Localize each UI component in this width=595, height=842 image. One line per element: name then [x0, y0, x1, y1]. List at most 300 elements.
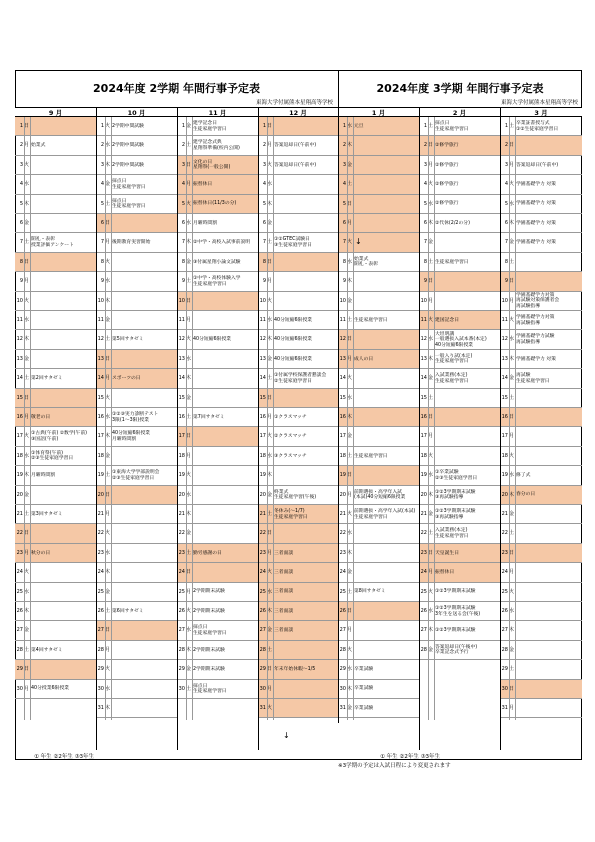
day-cell — [500, 311, 582, 330]
cell-divider — [30, 117, 31, 720]
day-number: 29 — [339, 666, 346, 673]
weekday: 土 — [105, 336, 111, 343]
event-text: ①②GTEC試験日 ③生徒家庭学習日 — [274, 237, 312, 249]
event-text: 卒業証書授与式 ①②生徒家庭学習日 — [516, 121, 559, 132]
day-number: 15 — [339, 394, 346, 401]
day-number: 11 — [501, 317, 508, 323]
day-cell — [258, 680, 338, 699]
weekday: 月 — [509, 705, 515, 711]
day-cell — [15, 195, 96, 214]
day-number: 5 — [100, 200, 104, 207]
day-cell — [338, 389, 419, 408]
day-cell — [500, 272, 582, 291]
footer-legend-right: ① 年生 ②2年生 ③3年生 — [380, 754, 441, 760]
day-cell — [500, 117, 582, 136]
weekday: 土 — [24, 511, 30, 517]
weekday: 日 — [428, 142, 434, 149]
weekday: 金 — [347, 161, 353, 168]
day-cell — [15, 505, 96, 524]
day-number: 19 — [259, 472, 266, 479]
day-cell — [96, 253, 177, 272]
event-text: 修了式 — [516, 473, 531, 479]
day-cell — [258, 311, 338, 330]
day-cell — [500, 350, 582, 369]
day-number: 27 — [259, 627, 266, 634]
day-cell — [177, 602, 258, 621]
day-number: 24 — [339, 569, 346, 576]
weekday: 水 — [105, 142, 111, 149]
day-cell — [258, 641, 338, 660]
day-cell — [338, 350, 419, 369]
day-cell — [419, 350, 500, 369]
weekday: 土 — [267, 646, 273, 653]
day-number: 26 — [259, 608, 266, 614]
event-text — [354, 545, 418, 562]
event-text — [112, 273, 176, 290]
day-number: 18 — [16, 452, 23, 459]
day-number: 11 — [16, 317, 23, 323]
day-cell — [96, 272, 177, 291]
day-number: 17 — [501, 433, 508, 440]
weekday: 金 — [347, 705, 353, 711]
day-number: 18 — [420, 452, 427, 459]
day-number: 27 — [16, 627, 23, 634]
weekday: 火 — [267, 705, 273, 711]
day-number: 11 — [259, 317, 266, 323]
event-text — [354, 603, 418, 620]
event-text: 月曜時間割 — [193, 220, 217, 226]
day-number: 14 — [178, 375, 185, 382]
event-text — [354, 622, 418, 639]
cell-divider — [347, 117, 348, 720]
weekday: 月 — [24, 278, 30, 285]
day-cell — [419, 253, 500, 272]
day-cell — [338, 602, 419, 621]
day-number: 9 — [19, 278, 23, 285]
weekday: 火 — [428, 181, 434, 188]
event-text: 生徒家庭学習日 — [435, 259, 469, 265]
day-cell — [258, 583, 338, 602]
event-text — [112, 525, 176, 542]
weekday: 月 — [509, 433, 515, 440]
event-text: 第6回サタゼミ — [112, 608, 144, 614]
weekday: 日 — [267, 530, 273, 537]
cell-divider — [192, 117, 193, 720]
day-cell — [338, 175, 419, 194]
weekday: 木 — [428, 220, 434, 226]
event-text — [435, 448, 499, 465]
event-text: 成人の日 — [354, 356, 374, 362]
event-text: ③付属星翔小論文試験 — [193, 259, 241, 265]
event-text: 40分短縮6限授業 — [193, 337, 231, 343]
day-cell — [177, 350, 258, 369]
event-text: 入試業務(本定) 生徒家庭学習日 — [435, 528, 469, 540]
event-text: 始業式 開礼・表彰 — [354, 256, 378, 268]
day-cell — [15, 544, 96, 563]
day-cell — [15, 389, 96, 408]
day-number: 23 — [178, 549, 185, 556]
event-text — [112, 448, 176, 465]
day-cell — [258, 156, 338, 175]
day-number: 30 — [339, 685, 346, 692]
day-cell — [500, 292, 582, 311]
weekday: 金 — [347, 433, 353, 440]
day-cell — [15, 660, 96, 679]
weekday: 金 — [509, 511, 515, 517]
day-number: 25 — [97, 588, 104, 595]
event-text — [435, 293, 499, 310]
event-text — [274, 681, 337, 698]
day-cell — [96, 156, 177, 175]
event-text — [354, 642, 418, 659]
weekday: 日 — [347, 336, 353, 343]
event-text — [31, 390, 95, 407]
day-cell — [338, 563, 419, 582]
day-number: 8 — [504, 258, 508, 265]
event-text: 学園基礎学力対策 再試験対策保護者会 再試験指導 — [516, 292, 560, 310]
weekday: 日 — [186, 569, 192, 576]
day-cell — [177, 408, 258, 427]
weekday: 金 — [105, 452, 111, 459]
day-number: 26 — [178, 608, 185, 614]
cell-divider — [24, 117, 25, 720]
day-cell — [419, 175, 500, 194]
day-cell — [96, 330, 177, 349]
event-text: 学園基礎学力 対策 — [516, 240, 556, 246]
event-text: 学園基礎学力 対策 — [516, 220, 556, 226]
weekday: 土 — [24, 646, 30, 653]
day-cell — [177, 253, 258, 272]
weekday: 土 — [347, 317, 353, 323]
day-number: 29 — [178, 666, 185, 673]
day-cell — [177, 369, 258, 388]
weekday: 日 — [24, 123, 30, 129]
day-number: 1 — [100, 123, 104, 129]
day-cell — [177, 641, 258, 660]
event-text — [31, 603, 95, 620]
day-cell — [96, 427, 177, 446]
event-text: 40分短縮6限授業 — [274, 317, 312, 323]
event-text — [31, 254, 95, 271]
event-text — [354, 390, 418, 407]
event-text — [193, 564, 257, 581]
day-number: 26 — [97, 608, 104, 614]
event-text: ①卒業試験 ②③生徒家庭学習日 — [435, 470, 478, 481]
weekday: 月 — [267, 414, 273, 420]
day-number: 11 — [97, 317, 104, 323]
day-cell — [96, 195, 177, 214]
day-number: 25 — [178, 588, 185, 595]
weekday: 木 — [105, 433, 111, 440]
event-text: 入試業務(本定) 生徒家庭学習日 — [435, 373, 469, 384]
weekday: 日 — [267, 394, 273, 401]
day-cell — [500, 136, 582, 155]
day-cell — [96, 233, 177, 252]
day-cell — [419, 466, 500, 485]
day-cell — [500, 369, 582, 388]
weekday: 金 — [509, 239, 515, 246]
day-number: 27 — [501, 627, 508, 634]
day-cell — [177, 272, 258, 291]
event-text — [516, 681, 581, 698]
day-number: 7 — [100, 239, 104, 246]
day-cell — [500, 660, 582, 679]
event-text — [274, 273, 337, 290]
column-divider — [258, 107, 259, 750]
event-text — [112, 506, 176, 523]
weekday: 木 — [267, 200, 273, 207]
day-cell — [419, 583, 500, 602]
day-cell — [96, 641, 177, 660]
event-text — [112, 487, 176, 504]
weekday: 金 — [24, 220, 30, 226]
day-cell — [96, 117, 177, 136]
event-text — [354, 467, 418, 484]
weekday: 金 — [267, 220, 273, 226]
weekday: 土 — [267, 511, 273, 517]
weekday: 土 — [186, 414, 192, 420]
event-text: ②修学旅行 — [435, 182, 459, 188]
day-cell — [500, 330, 582, 349]
day-cell — [15, 466, 96, 485]
event-text: ②クラスマッチ — [274, 434, 307, 440]
day-number: 23 — [259, 549, 266, 556]
day-cell — [15, 524, 96, 543]
day-number: 31 — [501, 705, 508, 711]
weekday: 月 — [509, 569, 515, 576]
day-cell — [419, 408, 500, 427]
day-cell — [338, 408, 419, 427]
event-text: ①古典(午前) ②数学(午前) ③国語(午前) — [31, 431, 87, 443]
footer-legend-left: ① 年生 ②2年生 ③3年生 — [34, 754, 95, 760]
event-text — [31, 312, 95, 329]
weekday: 月 — [347, 220, 353, 226]
weekday: 火 — [267, 297, 273, 304]
weekday: 金 — [347, 569, 353, 576]
day-cell — [96, 350, 177, 369]
cell-divider — [186, 117, 187, 720]
day-number: 2 — [181, 142, 185, 149]
day-cell — [96, 680, 177, 699]
day-cell — [500, 195, 582, 214]
event-text: 第5回サタゼミ — [112, 337, 144, 343]
day-number: 23 — [339, 549, 346, 556]
event-text — [112, 215, 176, 232]
day-cell — [177, 621, 258, 640]
day-number: 22 — [97, 530, 104, 537]
weekday: 土 — [509, 666, 515, 673]
day-cell — [96, 583, 177, 602]
day-number: 22 — [501, 530, 508, 537]
day-number: 6 — [342, 220, 346, 226]
day-number: 16 — [97, 414, 104, 420]
event-text: ②代休(2/2の分) — [435, 220, 470, 226]
day-cell — [258, 660, 338, 679]
weekday: 土 — [509, 123, 515, 129]
day-number: 28 — [339, 646, 346, 653]
day-number: 23 — [420, 549, 427, 556]
event-text — [112, 642, 176, 659]
weekday: 月 — [24, 414, 30, 420]
weekday: 水 — [428, 472, 434, 479]
day-cell — [96, 466, 177, 485]
event-text: 第2回サタゼミ — [31, 376, 63, 382]
event-text — [31, 176, 95, 193]
weekday: 土 — [186, 142, 192, 149]
weekday: 日 — [509, 685, 515, 692]
day-cell — [96, 447, 177, 466]
sem3-school: 東海大学付属熊本星翔高等学校 — [500, 100, 578, 106]
day-number: 16 — [178, 414, 185, 420]
event-text — [274, 467, 337, 484]
event-text: 建学記念式典 星翔祭準備(校内公開) — [193, 140, 240, 152]
day-cell — [15, 272, 96, 291]
day-cell — [177, 505, 258, 524]
day-number: 15 — [178, 394, 185, 401]
event-text — [31, 196, 95, 213]
day-cell — [500, 621, 582, 640]
weekday: 日 — [105, 627, 111, 634]
day-number: 3 — [19, 161, 23, 168]
weekday: 水 — [105, 685, 111, 692]
event-text: ②修学旅行 — [435, 201, 459, 207]
day-number: 20 — [178, 491, 185, 498]
day-cell — [338, 253, 419, 272]
day-cell — [15, 350, 96, 369]
event-text — [516, 428, 581, 445]
day-number: 5 — [262, 200, 266, 207]
day-number: 11 — [420, 317, 427, 323]
cell-divider — [111, 117, 112, 720]
day-number: 21 — [339, 511, 346, 517]
weekday: 土 — [267, 375, 273, 382]
day-cell — [96, 389, 177, 408]
weekday: 火 — [186, 200, 192, 207]
event-text — [516, 622, 581, 639]
weekday: 木 — [186, 239, 192, 246]
weekday: 土 — [428, 394, 434, 401]
event-text — [435, 409, 499, 426]
event-text: ②中学・高校入試事前説明 — [193, 240, 251, 246]
day-cell — [258, 602, 338, 621]
event-text: ①②3学期期末試験 — [435, 589, 476, 595]
day-cell — [258, 621, 338, 640]
event-text — [193, 293, 257, 310]
event-text — [354, 331, 418, 348]
day-number: 14 — [339, 375, 346, 382]
weekday: 火 — [509, 452, 515, 459]
weekday: 水 — [267, 181, 273, 188]
day-number: 12 — [178, 336, 185, 343]
event-text: 冬休み(〜1/7) 生徒家庭学習日 — [274, 509, 308, 520]
event-text: 天皇誕生日 — [435, 550, 459, 556]
day-cell — [500, 175, 582, 194]
day-cell — [177, 156, 258, 175]
day-cell — [258, 699, 338, 718]
day-cell — [96, 136, 177, 155]
day-cell — [338, 330, 419, 349]
day-number: 26 — [420, 608, 427, 614]
event-text — [516, 137, 581, 154]
day-number: 28 — [16, 646, 23, 653]
day-number: 1 — [423, 123, 427, 129]
event-text: 開礼・表彰 授業評価アンケート — [31, 237, 74, 249]
weekday: 土 — [24, 239, 30, 246]
event-text — [193, 370, 257, 387]
weekday: 月 — [509, 297, 515, 304]
weekday: 火 — [509, 181, 515, 188]
day-number: 6 — [262, 220, 266, 226]
day-cell — [177, 427, 258, 446]
day-cell — [15, 311, 96, 330]
event-text — [435, 428, 499, 445]
day-cell — [258, 447, 338, 466]
weekday: 火 — [24, 433, 30, 440]
event-text: 採点日 生徒家庭学習日 — [435, 121, 469, 132]
event-text — [354, 196, 418, 213]
weekday: 水 — [105, 278, 111, 285]
weekday: 月 — [186, 181, 192, 188]
day-number: 30 — [501, 685, 508, 692]
weekday: 水 — [428, 336, 434, 343]
event-text — [516, 409, 581, 426]
event-text: ②修学旅行 — [435, 143, 459, 149]
event-text — [31, 661, 95, 678]
day-number: 7 — [181, 239, 185, 246]
day-cell — [177, 389, 258, 408]
event-text — [112, 584, 176, 601]
day-cell — [338, 699, 419, 718]
event-text — [274, 642, 337, 659]
event-text: 40分短縮6限授業 — [274, 337, 312, 343]
event-text: 三者面談 — [274, 570, 294, 576]
day-number: 4 — [19, 181, 23, 188]
weekday: 日 — [347, 608, 353, 614]
day-number: 15 — [259, 394, 266, 401]
event-text: 三者面談 — [274, 608, 294, 614]
event-text — [354, 215, 418, 232]
event-text — [112, 293, 176, 310]
weekday: 火 — [186, 472, 192, 479]
day-cell — [500, 505, 582, 524]
cell-divider — [509, 117, 510, 720]
event-text: 年末年始休暇〜1/5 — [274, 667, 316, 673]
day-cell — [15, 369, 96, 388]
weekday: 火 — [24, 161, 30, 168]
day-cell — [338, 136, 419, 155]
weekday: 日 — [428, 549, 434, 556]
event-text: 学園基礎学力 対策 — [516, 201, 556, 207]
weekday: 木 — [267, 608, 273, 614]
event-text: 文化の日 星翔祭(一般公開) — [193, 159, 231, 171]
day-cell — [338, 641, 419, 660]
day-cell — [338, 117, 419, 136]
day-cell — [500, 253, 582, 272]
event-text — [193, 487, 257, 504]
weekday: 土 — [509, 530, 515, 537]
day-cell — [338, 427, 419, 446]
weekday: 水 — [267, 588, 273, 595]
day-number: 5 — [423, 200, 427, 207]
day-cell — [258, 544, 338, 563]
weekday: 月 — [105, 646, 111, 653]
weekday: 金 — [267, 491, 273, 498]
day-number: 13 — [339, 355, 346, 362]
day-cell — [258, 330, 338, 349]
event-text — [354, 137, 418, 154]
day-cell — [177, 117, 258, 136]
weekday: 水 — [428, 608, 434, 614]
